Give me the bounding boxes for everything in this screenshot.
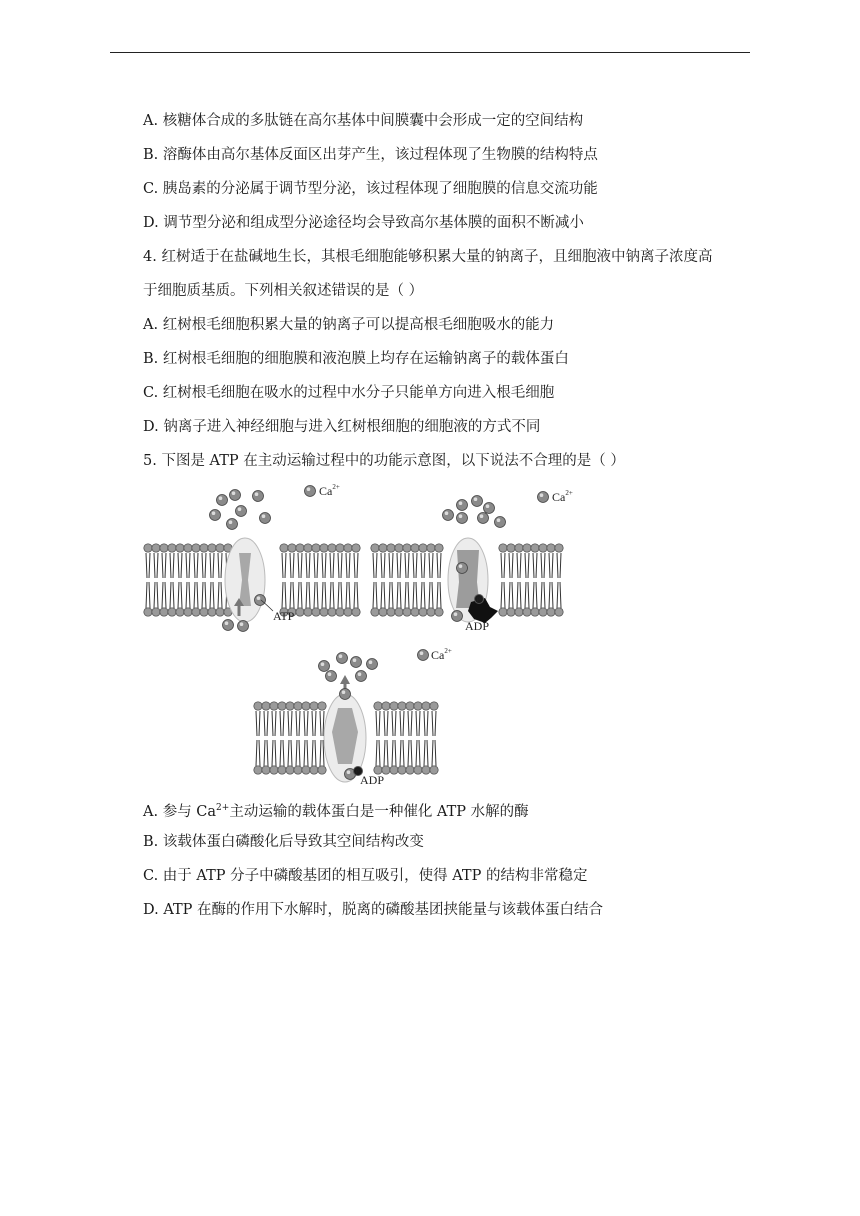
calcium-ion-icon (326, 671, 337, 682)
phosphate-p-label: P (476, 597, 481, 604)
q3-option-b: B. 溶酶体由高尔基体反面区出芽产生，该过程体现了生物膜的结构特点 (143, 147, 598, 163)
q4-option-d: D. 钠离子进入神经细胞与进入红树根细胞的细胞液的方式不同 (143, 419, 541, 435)
q5-option-d: D. ATP 在酶的作用下水解时，脱离的磷酸基团挟能量与该载体蛋白结合 (143, 902, 604, 918)
q4-option-c: C. 红树根毛细胞在吸水的过程中水分子只能单方向进入根毛细胞 (143, 385, 555, 401)
calcium-ion-icon (260, 513, 271, 524)
q4-stem-line1: 4. 红树适于在盐碱地生长，其根毛细胞能够积累大量的钠离子，且细胞液中钠离子浓度高 (143, 249, 713, 265)
calcium-ion-icon (340, 689, 351, 700)
calcium-ion-icon (253, 491, 264, 502)
atp-label: ATP (273, 609, 295, 623)
calcium-ion-icon (452, 611, 463, 622)
calcium-ion-icon (495, 517, 506, 528)
atp-transport-figure (140, 478, 580, 790)
calcium-ion-icon (217, 495, 228, 506)
calcium-ion-icon (472, 496, 483, 507)
calcium-ion-label: $Ca^{2+}$ (552, 489, 573, 504)
calcium-ion-icon (484, 503, 495, 514)
calcium-ion-icon (478, 513, 489, 524)
calcium-ion-icon (255, 595, 266, 606)
adp-label: ADP (465, 619, 490, 633)
phosphate-p-label: P (355, 769, 360, 776)
q3-option-c: C. 胰岛素的分泌属于调节型分泌，该过程体现了细胞膜的信息交流功能 (143, 181, 598, 197)
calcium-ion-icon (319, 661, 330, 672)
calcium-ion-icon (356, 671, 367, 682)
calcium-ion-icon (238, 621, 249, 632)
calcium-ion-icon (305, 486, 316, 497)
q5-option-a: A. 参与 $Ca^{2+}$主动运输的载体蛋白是一种催化 ATP 水解的酶 (143, 803, 529, 820)
q5-stem: 5. 下图是 ATP 在主动运输过程中的功能示意图，以下说法不合理的是（ ） (143, 453, 625, 469)
calcium-ion-icon (457, 500, 468, 511)
calcium-ion-icon (443, 510, 454, 521)
q5-option-b: B. 该载体蛋白磷酸化后导致其空间结构改变 (143, 834, 424, 850)
calcium-ion-icon (337, 653, 348, 664)
q4-stem-line2: 于细胞质基质。下列相关叙述错误的是（ ） (143, 283, 424, 299)
calcium-ion-icon (223, 620, 234, 631)
q3-option-a: A. 核糖体合成的多肽链在高尔基体中间膜囊中会形成一定的空间结构 (143, 113, 584, 129)
q4-option-b: B. 红树根毛细胞的细胞膜和液泡膜上均存在运输钠离子的载体蛋白 (143, 351, 569, 367)
calcium-ion-icon (210, 510, 221, 521)
calcium-ion-icon (457, 513, 468, 524)
calcium-ion-label: $Ca^{2+}$ (319, 483, 340, 498)
q4-option-a: A. 红树根毛细胞积累大量的钠离子可以提高根毛细胞吸水的能力 (143, 317, 555, 333)
q5-option-c: C. 由于 ATP 分子中磷酸基团的相互吸引，使得 ATP 的结构非常稳定 (143, 868, 588, 884)
calcium-ion-icon (418, 650, 429, 661)
calcium-ion-icon (457, 563, 468, 574)
calcium-ion-icon (230, 490, 241, 501)
calcium-ion-icon (367, 659, 378, 670)
calcium-ion-label: $Ca^{2+}$ (431, 647, 452, 662)
calcium-ion-icon (351, 657, 362, 668)
q3-option-d: D. 调节型分泌和组成型分泌途径均会导致高尔基体膜的面积不断减小 (143, 215, 584, 231)
calcium-ion-icon (227, 519, 238, 530)
adp-label: ADP (360, 773, 385, 787)
calcium-ion-icon (538, 492, 549, 503)
calcium-ion-icon (236, 506, 247, 517)
header-rule (110, 52, 750, 53)
